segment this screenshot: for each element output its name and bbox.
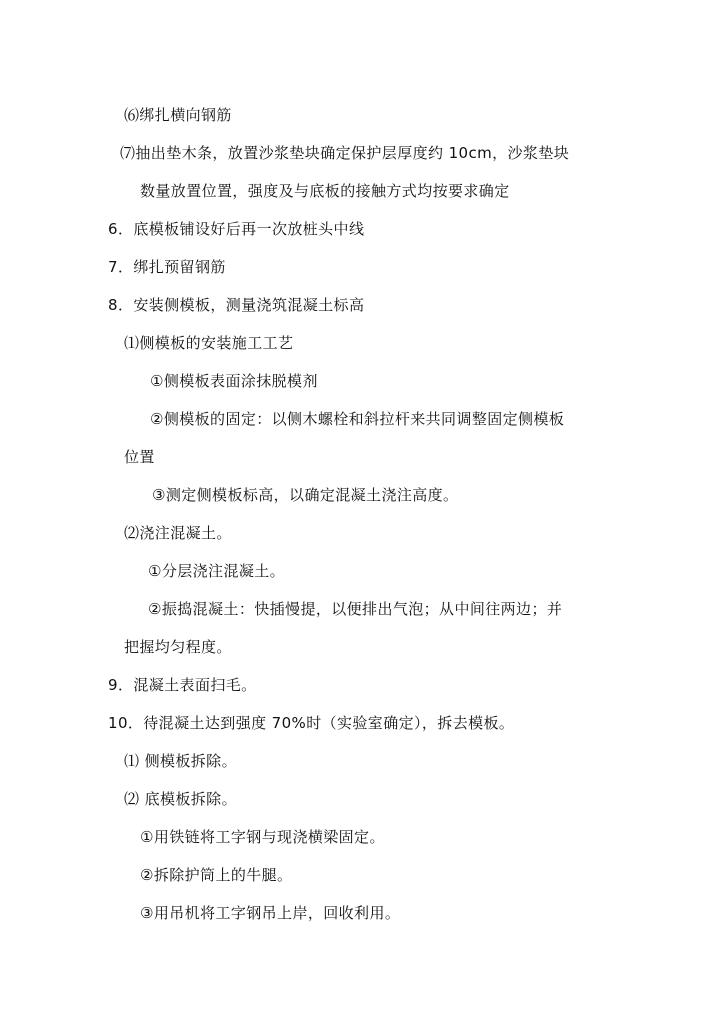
text-line: ②拆除护筒上的牛腿。 xyxy=(140,866,293,884)
text-line: 8．安装侧模板，测量浇筑混凝土标高 xyxy=(108,296,365,314)
text-line: ①侧模板表面涂抹脱模剂 xyxy=(150,372,318,390)
text-line: ②侧模板的固定：以侧木螺栓和斜拉杆来共同调整固定侧模板 xyxy=(150,410,565,428)
text-line: ⑴侧模板的安装施工工艺 xyxy=(124,334,294,352)
text-line: 9．混凝土表面扫毛。 xyxy=(108,676,257,694)
text-line: ③测定侧模板标高，以确定混凝土浇注高度。 xyxy=(152,486,459,504)
text-line: ⑵浇注混凝土。 xyxy=(124,524,232,542)
text-line: 把握均匀程度。 xyxy=(124,638,232,656)
text-line: ①用铁链将工字钢与现浇横梁固定。 xyxy=(140,828,385,846)
text-line: ②振捣混凝土：快插慢提，以便排出气泡；从中间往两边；并 xyxy=(148,600,563,618)
text-line: ⑹绑扎横向钢筋 xyxy=(124,106,232,124)
text-line: 7．绑扎预留钢筋 xyxy=(108,258,226,276)
text-line: 数量放置位置，强度及与底板的接触方式均按要求确定 xyxy=(140,182,510,200)
text-line: ①分层浇注混凝土。 xyxy=(148,562,286,580)
text-line: ③用吊机将工字钢吊上岸，回收利用。 xyxy=(140,904,401,922)
text-line: 位置 xyxy=(124,448,155,466)
text-line: 6．底模板铺设好后再一次放桩头中线 xyxy=(108,220,365,238)
text-line: 10．待混凝土达到强度 70%时（实验室确定），拆去模板。 xyxy=(108,714,515,732)
text-line: ⑴ 侧模板拆除。 xyxy=(124,752,237,770)
text-line: ⑵ 底模板拆除。 xyxy=(124,790,237,808)
text-line: ⑺抽出垫木条，放置沙浆垫块确定保护层厚度约 10cm，沙浆垫块 xyxy=(120,144,570,162)
